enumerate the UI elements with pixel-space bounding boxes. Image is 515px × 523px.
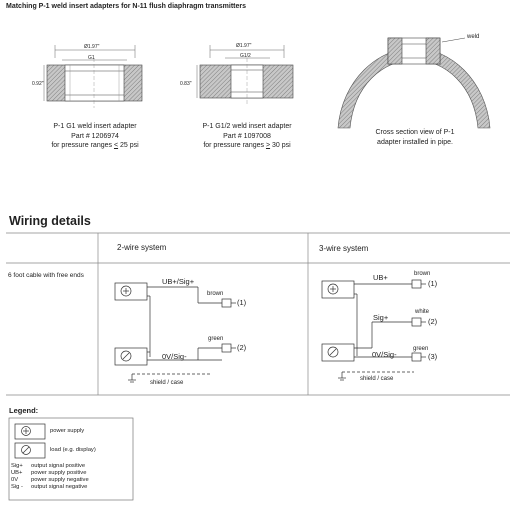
adapter1-part-number: Part # 1206974 — [71, 132, 119, 140]
adapter1-pressure-range: for pressure ranges < 25 psi — [51, 142, 139, 149]
three-wire-header: 3-wire system — [319, 244, 369, 253]
weld-label: weld — [467, 34, 480, 40]
adapter1-caption-name: P-1 G1 weld insert adapter — [53, 123, 137, 130]
legend-entries — [11, 463, 131, 491]
cross-section-caption: Cross section view of P-1 adapter installed in pipe. — [375, 129, 455, 146]
two-wire-wire1-num: (1) — [237, 298, 247, 307]
adapter2-dim-side: 0.83" — [180, 81, 192, 87]
adapter2-part-number: Part # 1097008 — [223, 132, 271, 140]
three-wire-wire3-num: (3) — [428, 352, 438, 361]
legend-load: load (e.g. display) — [50, 447, 96, 453]
adapter2-caption — [180, 122, 314, 151]
pipe-cross-section-drawing — [338, 38, 490, 128]
three-wire-wire2-color: white — [415, 309, 430, 315]
adapter1-dim-top: Ø1.97" — [84, 44, 100, 50]
legend-entry: 0V power supply negative — [11, 477, 89, 483]
legend-power-supply: power supply — [50, 428, 85, 434]
page-title: Matching P-1 weld insert adapters for N-11 flush diaphragm transmitters — [6, 3, 246, 10]
legend-entry: Sig - output signal negative — [11, 484, 88, 490]
adapter1-caption — [30, 122, 160, 151]
adapter2-dim-inner: G1/2 — [240, 53, 251, 59]
two-wire-ub-sig-label: UB+/Sig+ — [162, 277, 195, 286]
legend-entry: Sig+ output signal positive — [11, 463, 86, 469]
three-wire-sig-label: Sig+ — [373, 313, 389, 322]
three-wire-wire1-num: (1) — [428, 279, 438, 288]
three-wire-0v-label: 0V/Sig- — [372, 350, 397, 359]
adapter2-pressure-range: for pressure ranges > 30 psi — [203, 142, 291, 149]
wiring-details-title: Wiring details — [9, 214, 91, 228]
three-wire-wire2-num: (2) — [428, 317, 438, 326]
adapter2-caption-name: P-1 G1/2 weld insert adapter — [202, 123, 292, 130]
three-wire-ground-label: shield / case — [360, 376, 394, 382]
two-wire-0v-label: 0V/Sig- — [162, 352, 187, 361]
three-wire-wire1-color: brown — [414, 271, 431, 277]
adapter2-dim-top: Ø1.97" — [236, 43, 252, 49]
wiring-table-grid — [6, 233, 510, 395]
legend-entry: UB+ power supply positive — [11, 470, 87, 476]
two-wire-diagram — [115, 283, 236, 382]
three-wire-ub-label: UB+ — [373, 273, 388, 282]
three-wire-wire3-color: green — [413, 346, 429, 352]
two-wire-wire2-color: green — [208, 336, 224, 342]
two-wire-wire1-color: brown — [207, 291, 224, 297]
two-wire-wire2-num: (2) — [237, 343, 247, 352]
three-wire-diagram — [322, 280, 429, 380]
adapter1-dim-inner: G1 — [88, 55, 95, 61]
two-wire-header: 2-wire system — [117, 243, 167, 252]
legend-title: Legend: — [9, 406, 39, 415]
two-wire-ground-label: shield / case — [150, 380, 184, 386]
adapter1-dim-side: 0.92" — [32, 81, 44, 87]
cable-note: 6 foot cable with free ends — [8, 272, 84, 279]
